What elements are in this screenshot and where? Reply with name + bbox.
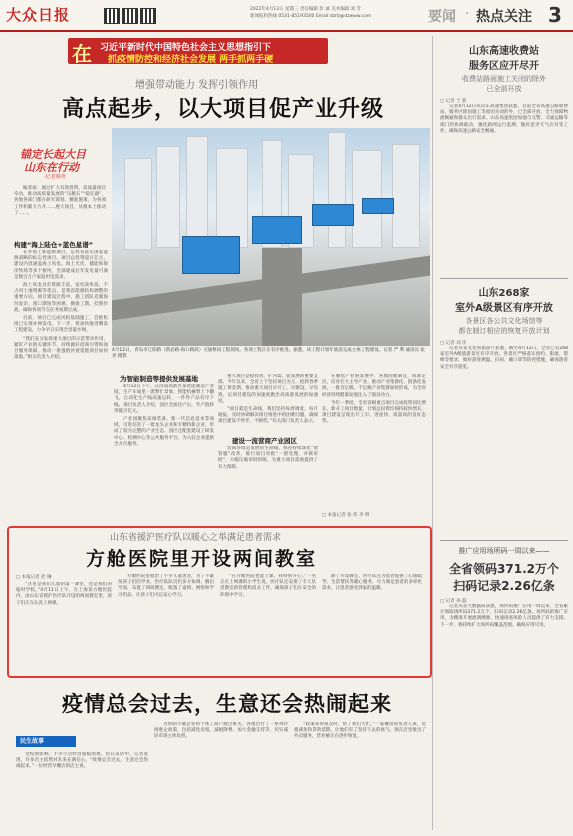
- paragraph: 4月12日下午，在济南高新区某智能制造产业园，生产车间里一派繁忙景象。智能机械臂上下翻飞，自动化生产线高速运转，一件件产品有序下线。项目负责人介绍，园区全面达产后，年产值将突破百亿元。: [114, 384, 214, 414]
- qr-code-icon: [122, 8, 138, 24]
- sidebar-item-1-byline: □ 记者 于 新: [440, 99, 467, 104]
- issue-date-editor: 2022年4月13日 星期三 责任编辑 彭 诚 美术编辑 刘 芳: [250, 7, 362, 12]
- paragraph: 除了开设教室，医疗队还为患者提供了心理疏导、生活帮扶等暖心服务，尽力满足患者的多样化需求，让患者感受到家的温暖。: [322, 574, 422, 592]
- story-1-column-4: [322, 374, 426, 508]
- paragraph: 目前，项目已完成风机基础施工，首批机组已实现并网发电。下一步，将加快推进剩余工程建设，力争早日实现全容量并网。: [14, 316, 108, 334]
- story-1-subhead-1: 构建“海上陆仓+蓝色星谱”: [14, 241, 93, 249]
- sidebar-item-2: [440, 284, 568, 486]
- sidebar-item-1-body: [440, 104, 568, 254]
- paragraph: 为帮助小微企业和个体工商户渡过难关，各地出台了一系列纾困惠企政策，包括减免房租、减税降费、加大金融支持等，切实减轻市场主体负担。: [154, 722, 288, 740]
- section-title: 热点关注: [476, 9, 532, 25]
- story-2-column-3: [220, 574, 316, 668]
- section-separator: ·: [465, 6, 470, 22]
- story-3-tag: 民生故事: [16, 736, 76, 747]
- sidebar-item-3-body: [440, 604, 568, 800]
- paragraph: 海上风电具有资源丰富、发电效率高、不占用土地资源等优点，是我省能源结构调整的重要方向。项目建设过程中，施工团队克服海况复杂、窗口期短等困难，倒排工期、挂图作战，确保各项节点任务按期完成。: [14, 283, 108, 313]
- sidebar-item-1-subtitle: 收费站路面施工关闭的除外: [462, 75, 546, 83]
- page-number: 3: [548, 3, 562, 27]
- sidebar-item-2-title: 山东268家: [478, 288, 530, 299]
- sidebar-item-2-byline: □ 记者 刘 洋: [440, 341, 467, 346]
- paragraph: 营商环境是发展的生命线。我省持续深化“放管服”改革，推行项目审批“一窗受理、并联审批”，大幅压缩审批时限，为重大项目落地提供了有力保障。: [218, 446, 318, 470]
- qr-code-icon: [140, 8, 156, 24]
- paragraph: 在外海上新能源项目，是我省落实国家能源战略的标志性项目。项目总投资超百亿元，建设内容涵盖海上风电、海上光伏、储能和海洋牧场等多个板块，全部建成后年发电量可满足数百万户家庭用电需求。: [14, 250, 108, 280]
- sidebar-item-2-title-2: 室外A级景区有序开放: [455, 303, 553, 314]
- issue-contact: 新闻报料热线 0531-85193500 Email:dzrb@dzwww.com: [250, 14, 372, 19]
- construction-photo: [112, 128, 430, 346]
- story-1-headline: 高点起步，以大项目促产业升级: [61, 96, 384, 122]
- story-2-kicker: 山东省援沪医疗队以暖心之举满足患者需求: [110, 533, 282, 543]
- paragraph: 重大项目是稳投资、扩内需、促发展的重要支撑。今年以来，全省上下坚持项目为王，抢抓春季施工黄金期，推动重大项目早开工、早建设、早见效，以项目建设的加速度跑出高质量发展的加速度。: [218, 374, 318, 404]
- story-1-column-2: [114, 384, 214, 518]
- story-3-column-1: [16, 752, 148, 830]
- story-3-column-3: [294, 722, 426, 830]
- sidebar-divider: [440, 540, 568, 541]
- lead-paragraph: 编者按：通过扩大有效投资，高质量项目牵动，推动高质量发展的“压舱石”“稳定器”，各地各部门都在研究谋划、精准施策，为各项工作积累大力开……展大项目，从根本上推动了……。: [14, 186, 106, 216]
- sidebar-item-1-title: 山东高速收费站: [469, 46, 539, 57]
- paragraph: “这里是我们儿童的第一课堂，也是我们的临时学校。”4月11日上午，在上海某方舱医院内，由山东省援沪医疗队开设的两间教室里，孩子们正在认真上网课。: [16, 582, 112, 606]
- story-3-column-2: [154, 722, 288, 830]
- sidebar-divider: [440, 278, 568, 279]
- banner-calligraphy-icon: 在: [72, 42, 92, 66]
- series-logo-line-2: 山东在行动: [24, 161, 79, 174]
- series-logo-line-1: 锚定长起大目: [20, 148, 86, 161]
- story-1-column-3b: [218, 446, 318, 518]
- qr-code-icon: [104, 8, 120, 24]
- story-2-headline: 方舱医院里开设两间教室: [86, 548, 318, 570]
- banner-line-1: 习近平新时代中国特色社会主义思想指引下: [100, 43, 272, 53]
- story-1-kicker: 增强带动能力 发挥引领作用: [135, 80, 259, 91]
- sidebar-item-2-body: [440, 346, 568, 486]
- section-name: 要闻: [428, 9, 456, 25]
- paragraph: 在聚焦产业链发展中，各地因地制宜，找准定位，培育壮大主导产业，推动产业集群化、链条化发展。一批百亿级、千亿级产业集群加快形成，为全省经济持续健康发展注入了强劲动力。: [322, 374, 426, 398]
- issue-info: [250, 6, 371, 20]
- story-3-headline: 疫情总会过去，生意还会热闹起来: [62, 691, 392, 716]
- paragraph: 今年一季度，全省省级重点项目完成投资同比增长，新开工项目数量、计划总投资均保持较快增长，项目建设呈现出开工早、进度快、质量高的良好态势。: [322, 400, 426, 425]
- paragraph: “在方舱医院也能上课，我特别开心。”一名正在上网课的小学生说。医疗队还安排了专人负责教室的管理和消杀工作，确保孩子们在安全的环境中学习。: [220, 574, 316, 598]
- paragraph: “项目就是生命线，我们坚持每周调度、每月通报，及时协调解决项目推进中的困难问题，确保项目建设不停步、不断档。”有关部门负责人表示。: [218, 407, 318, 425]
- paragraph: 记者4月12日从山东高速集团获悉，目前全省高速公路收费站、服务区除因施工等原因关闭的外，已全部开放，全力保障物流畅通和群众出行需求。山东高速集团加强与交警、交通运输等部门的协调联动，强化路网运行监测，做好恶劣天气应对等工作，确保高速公路安全畅通。: [440, 104, 568, 134]
- paragraph: 记者从省大数据局获悉，场所码推广应用一周以来，全省累计领取场所码371.2万个，扫码记录2.26亿条。场所码的推广应用，为精准开展流调溯源、快速排查风险人员提供了有力支撑。下一步，将持续扩大场所码覆盖范围，确保应用尽用。: [440, 604, 568, 628]
- story-1-byline: □ 本报记者 张 伟 李 明: [322, 513, 370, 518]
- banner-line-2: 抓疫情防控和经济社会发展 两手抓两手硬: [108, 55, 274, 65]
- story-2-byline: □ 本报记者 赵 琳: [16, 575, 52, 580]
- paragraph: 方舱医院里收治了不少儿童患者，为了不耽误孩子们的学业，医疗队队员们多方协调，腾出空间，布置了两间教室，配备了桌椅、网络和学习用品，让孩子们可以安心学习。: [118, 574, 214, 598]
- sidebar-item-1-subtitle-2: 已全部开放: [486, 85, 522, 93]
- column-divider: [432, 36, 433, 830]
- story-2-column-4: [322, 574, 422, 668]
- story-2-column-2: [118, 574, 214, 668]
- sidebar-item-3-title: 全省领码371.2万个: [449, 562, 559, 576]
- paragraph: “政策来得很及时，帮了我们大忙。”一家餐馆的负责人说，房租减免和贷款延期，让他们有了坚持下去的底气。现在店里推出了外卖服务，营业额正在逐步恢复。: [294, 722, 426, 740]
- sidebar-item-1: [440, 42, 568, 254]
- sidebar-item-3-title-2: 扫码记录2.26亿条: [453, 579, 555, 593]
- photo-caption: 4月12日，青岛市辽阳路（新岩路-海口路段）交通枢纽工程现场。各项工程正在有序推进。据悉，该工程计划年底前完成主体工程建设。记者 严 利 通讯员 张 亮 摄影: [112, 348, 425, 359]
- newspaper-logo: 大众日报: [6, 6, 71, 24]
- story-1-subhead-3: 建设一流营商产业园区: [232, 437, 297, 445]
- story-1-lead: [14, 186, 106, 219]
- paragraph: “我们充分发挥重大项目的示范带动作用，紧盯产业链关键环节，持续做好招商引资和项目服务保障，推动一批强链补链延链项目加快落地。”相关负责人介绍。: [14, 336, 108, 361]
- sidebar-item-3: [440, 546, 568, 800]
- sidebar-item-3-byline: □ 记者 孙 磊: [440, 599, 467, 604]
- paragraph: 产业园聚焦高端装备、新一代信息技术等领域，引进培育了一批龙头企业和专精特新企业，形成了较为完整的产业生态。园区还配套建设了研发中心、检测中心等公共服务平台，为入驻企业提供全方位服务。: [114, 417, 214, 447]
- sidebar-item-1-title-2: 服务区应开尽开: [469, 61, 539, 72]
- paragraph: 受疫情影响，不少小店经营面临困难。但在采访中，记者发现，许多店主依然对未来充满信心。“疫情总会过去，生意还会热闹起来。”一位经营早餐店的店主说。: [16, 752, 148, 770]
- sidebar-item-3-kicker: 推广应用场所码一周以来——: [458, 547, 550, 555]
- story-1-column-1: [14, 250, 108, 520]
- sidebar-item-2-subtitle: 各景区各公共文化场馆等: [465, 317, 543, 325]
- series-logo-line-3: ·记者调查: [44, 174, 66, 180]
- paragraph: 记者从省文化和旅游厅获悉，截至4月12日，全省已有268家室外A级旅游景区有序开放。各景区严格落实预约、限流、错峰等要求，做好游客测温、扫码、戴口罩等防控措施，确保游客安全有序游览。: [440, 346, 568, 370]
- story-2-column-1: [16, 582, 112, 668]
- story-1-subhead-2: 为智能制造等提供发展基地: [120, 375, 198, 383]
- sidebar-item-2-subtitle-2: 都在制订相应的恢复开放计划: [458, 327, 550, 335]
